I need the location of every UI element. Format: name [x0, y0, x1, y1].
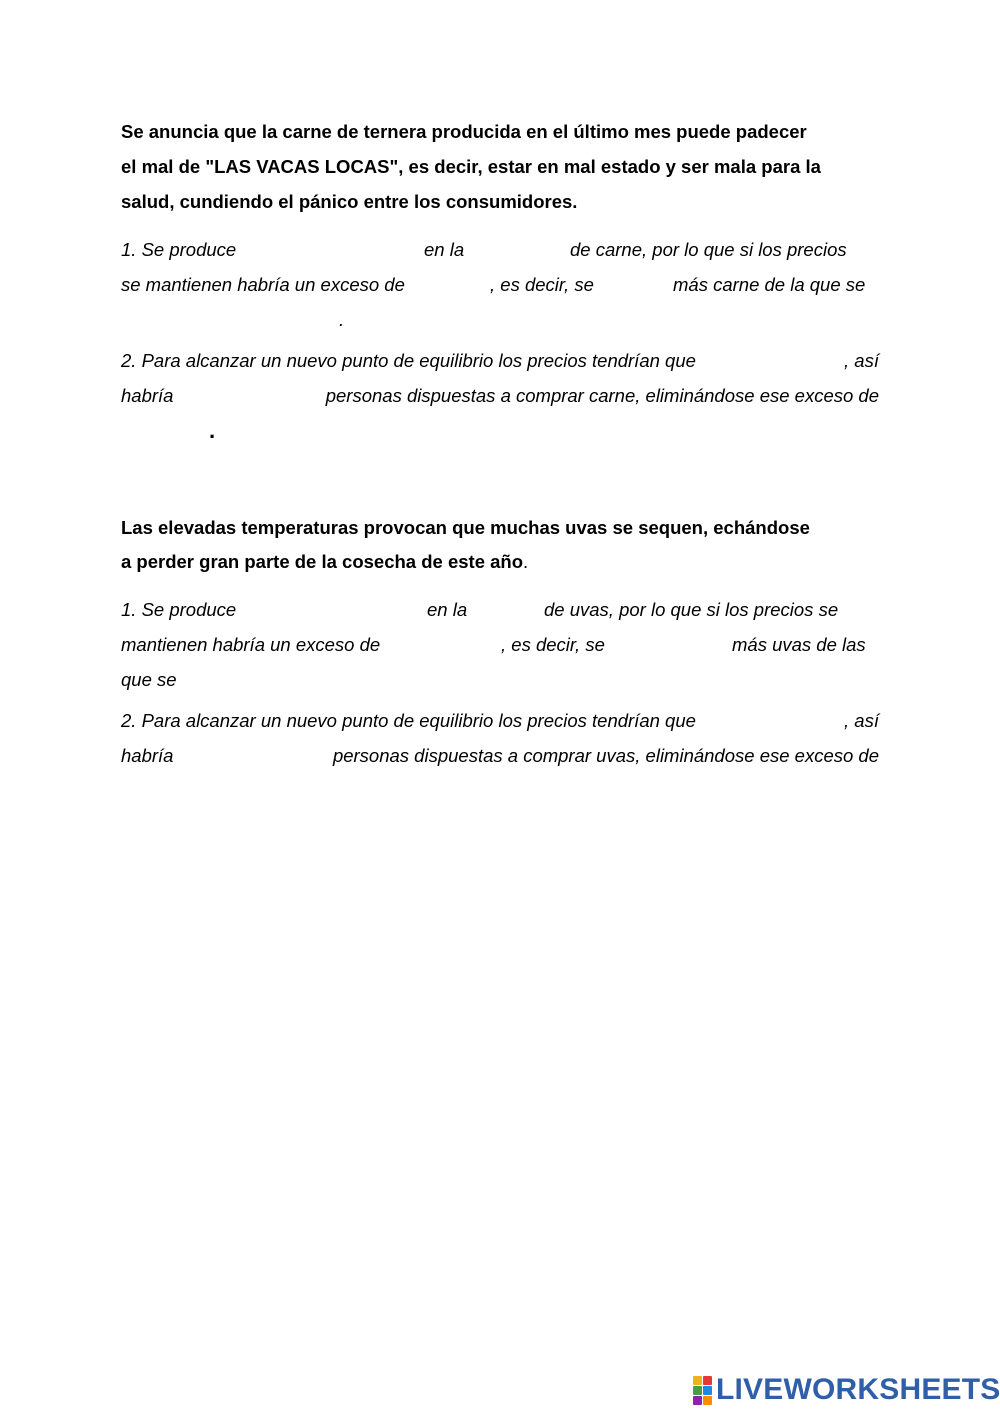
liveworksheets-logo-icon — [693, 1376, 712, 1405]
liveworksheets-logo — [693, 1372, 1000, 1408]
ex1-q1-blank-3[interactable] — [430, 272, 488, 298]
ex1-q1-text: 1. Se produce — [121, 239, 237, 260]
ex2-q2-text: , así — [844, 710, 879, 731]
ex1-q1-text: en la — [424, 239, 465, 260]
ex1-q2-text: 2. Para alcanzar un nuevo punto de equilibrio los precios tendrían que — [121, 350, 696, 371]
ex2-q2-text: personas dispuestas a comprar uvas, eliminándose ese exceso de — [332, 745, 879, 766]
ex1-q1-text: se mantienen habría un exceso de — [121, 274, 405, 295]
logo-square-4 — [703, 1386, 712, 1395]
ex2-q2-text: 2. Para alcanzar un nuevo punto de equilibrio los precios tendrían que — [121, 710, 696, 731]
ex2-q1-text: que se — [121, 669, 177, 690]
ex1-q1-text: de carne, por lo que si los precios — [570, 239, 847, 260]
logo-square-2 — [703, 1376, 712, 1385]
ex2-q2-blank-2[interactable] — [182, 743, 256, 769]
exercise2-statement-period: . — [523, 551, 529, 572]
ex2-q1-blank-2[interactable] — [477, 597, 541, 623]
logo-square-6 — [703, 1396, 712, 1405]
ex1-q1-text: más carne de la que se — [673, 274, 866, 295]
ex1-q2-blank-1[interactable] — [782, 348, 832, 374]
exercise1-statement-line3: salud, cundiendo el pánico entre los consumidores. — [121, 191, 578, 212]
logo-square-3 — [693, 1386, 702, 1395]
ex2-q1-text: de uvas, por lo que si los precios se — [544, 599, 839, 620]
ex2-q1-text: , es decir, se — [501, 634, 605, 655]
ex1-q1-blank-1[interactable] — [254, 237, 418, 263]
ex1-q1-text: , es decir, se — [490, 274, 594, 295]
ex1-q2-period: . — [209, 418, 216, 443]
ex1-q1-period: . — [339, 309, 345, 330]
ex2-q1-blank-1[interactable] — [254, 597, 422, 623]
logo-square-1 — [693, 1376, 702, 1385]
ex1-q2-text: , así — [844, 350, 879, 371]
ex2-q1-text: en la — [427, 599, 468, 620]
ex2-q1-blank-3[interactable] — [410, 632, 500, 658]
ex1-q2-text: habría — [121, 385, 174, 406]
ex1-q2-blank-3[interactable] — [121, 418, 207, 444]
exercise1-statement-line2: el mal de "LAS VACAS LOCAS", es decir, estar en mal estado y ser mala para la — [121, 156, 821, 177]
ex1-q1-blank-4[interactable] — [606, 272, 670, 298]
exercise2-statement-line1: Las elevadas temperaturas provocan que muchas uvas se sequen, echándose — [121, 517, 810, 538]
ex2-q1-text: más uvas de las — [732, 634, 866, 655]
ex2-q1-blank-4[interactable] — [622, 632, 728, 658]
ex1-q1-blank-2[interactable] — [473, 237, 567, 263]
exercise1-statement-line1: Se anuncia que la carne de ternera producida en el último mes puede padecer — [121, 121, 807, 142]
ex2-q2-blank-3[interactable] — [121, 778, 241, 804]
ex2-q1-blank-5[interactable] — [186, 667, 386, 693]
exercise2-statement-line2 — [121, 551, 528, 573]
exercise2-statement-text: a perder gran parte de la cosecha de este año — [121, 551, 524, 572]
liveworksheets-logo-text: LIVEWORKSHEETS — [716, 1373, 1000, 1406]
ex2-q1-text: 1. Se produce — [121, 599, 237, 620]
ex2-q2-text: habría — [121, 745, 174, 766]
ex2-q1-text: mantienen habría un exceso de — [121, 634, 381, 655]
ex1-q1-blank-5[interactable] — [121, 307, 337, 333]
ex2-q2-blank-1[interactable] — [782, 708, 832, 734]
ex1-q2-blank-2[interactable] — [182, 383, 236, 409]
ex1-q2-text: personas dispuestas a comprar carne, eliminándose ese exceso de — [325, 385, 879, 406]
logo-square-5 — [693, 1396, 702, 1405]
